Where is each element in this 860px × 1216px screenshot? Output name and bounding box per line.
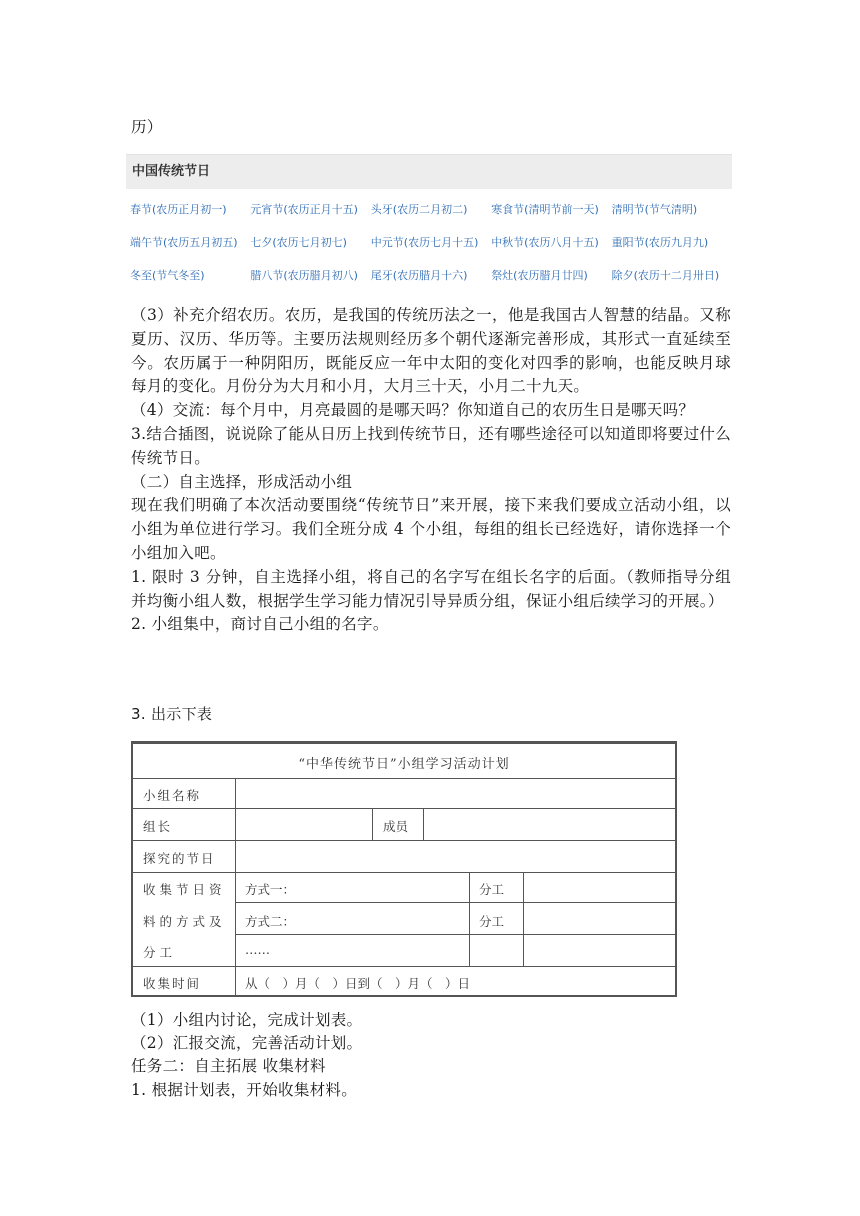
method-label: 分工 — [143, 945, 177, 960]
festival-item: 春节(农历正月初一) — [130, 203, 227, 216]
leader-label: 组长 — [143, 819, 173, 834]
after-table-line-1: （1）小组内讨论，完成计划表。 — [131, 1011, 363, 1029]
time-label: 收集时间 — [143, 976, 202, 991]
after-table-line-2: （2）汇报交流，完善活动计划。 — [131, 1034, 363, 1052]
festival-item: 端午节(农历五月初五) — [130, 236, 238, 249]
members-label: 成员 — [383, 819, 409, 834]
festival-title: 中国传统节日 — [132, 164, 211, 179]
paragraph-step-3-show-table: 3. 出示下表 — [131, 705, 213, 723]
paragraph-exchange: （4）交流：每个月中，月亮最圆的是哪天吗？你知道自己的农历生日是哪天吗？ — [131, 401, 695, 420]
festival-item: 冬至(节气冬至) — [130, 269, 205, 282]
plan-table-title: “中华传统节日”小组学习活动计划 — [298, 757, 510, 772]
method-label: 料的方式及 — [143, 914, 226, 929]
group-name-label: 小组名称 — [143, 788, 202, 803]
method-label: 收集节日资 — [143, 882, 226, 897]
festival-item: 除夕(农历十二月卅日) — [611, 269, 720, 282]
method-2: 方式二： — [245, 914, 296, 929]
festival-item: 清明节(节气清明) — [611, 203, 698, 216]
paragraph-step-1: 1. 限时 3 分钟，自主选择小组，将自己的名字写在组长名字的后面。（教师指导分组并均衡小组人数，根据学生学习能力情况引导异质分组，保证小组后续学习的开展。） — [131, 567, 731, 610]
festival-item: 中秋节(农历八月十五) — [491, 236, 599, 249]
festival-item: 寒食节(清明节前一天) — [491, 203, 599, 216]
festival-item: 重阳节(农历九月九) — [611, 236, 709, 249]
festival-image — [126, 154, 732, 288]
after-table-line-3: 1. 根据计划表，开始收集材料。 — [131, 1081, 358, 1099]
festival-item: 祭灶(农历腊月廿四) — [491, 269, 588, 282]
method-1: 方式一： — [245, 882, 296, 897]
task-2-heading: 任务二：自主拓展 收集材料 — [131, 1057, 326, 1075]
festival-item: 中元节(农历七月十五) — [370, 236, 479, 249]
festival-label: 探究的节日 — [143, 851, 216, 866]
festival-item: 元宵节(农历正月十五) — [250, 203, 358, 216]
paragraph-step-2: 2. 小组集中，商讨自己小组的名字。 — [131, 615, 389, 634]
plan-table — [131, 741, 677, 997]
festival-item: 腊八节(农历腊月初八) — [250, 269, 358, 282]
festival-item: 头牙(农历二月初二) — [370, 203, 468, 216]
festival-item: 七夕(农历七月初七) — [250, 236, 347, 249]
paragraph-step-3: 3.结合插图，说说除了能从日历上找到传统节日，还有哪些途径可以知道即将要过什么传统节日。 — [131, 424, 731, 467]
time-value: 从（ ）月（ ）日到（ ）月（ ）日 — [245, 976, 471, 991]
body-text — [131, 304, 731, 637]
method-ellipsis: …… — [245, 942, 270, 957]
paragraph-intro: 现在我们明确了本次活动要围绕“传统节日”来开展，接下来我们要成立活动小组，以小组为单位进行学习。我们全班分成 4 个小组，每组的组长已经选好，请你选择一个小组加入吧。 — [131, 496, 731, 562]
festival-header — [126, 154, 732, 189]
division-label-1: 分工 — [479, 882, 505, 897]
festival-item: 尾牙(农历腊月十六) — [370, 269, 468, 282]
festival-grid — [126, 189, 732, 292]
division-label-2: 分工 — [479, 914, 505, 929]
paragraph-lunar-calendar: （3）补充介绍农历。农历，是我国的传统历法之一，他是我国古人智慧的结晶。又称夏历、汉历、华历等。主要历法规则经历多个朝代逐渐完善形成，其形式一直延续至今。农历属于一种阴阳历，既能反应一年中太阳的变化对四季的影响，也能反映月球每月的变化。月份分为大月和小月，大月三十天，小月二十九天。 — [131, 306, 731, 396]
section-heading: （二）自主选择，形成活动小组 — [131, 472, 353, 491]
top-fragment: 历） — [131, 118, 163, 136]
